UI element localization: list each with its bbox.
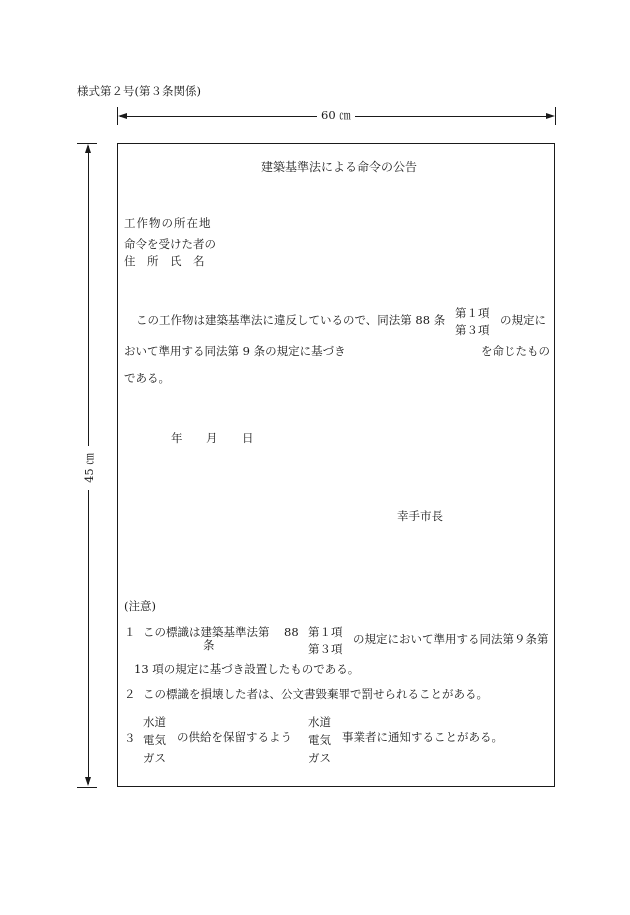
note1-text-end: の規定において準用する同法第９条第 [353, 632, 549, 646]
note1-article: 88 [284, 625, 299, 639]
body-item-3: 第３項 [455, 323, 490, 337]
form-label: 様式第２号(第３条関係) [77, 84, 201, 98]
note2-text: この標識を損壊した者は、公文書毀棄罪で罰せられることがある。 [143, 687, 488, 701]
width-arrow-right [546, 113, 555, 119]
height-label-box [80, 446, 98, 490]
note1-continuation: 13 項の規定に基づき設置したものである。 [134, 662, 360, 676]
date-day: 日 [242, 431, 254, 445]
height-arrow-down [85, 777, 91, 786]
width-tick-right [555, 107, 556, 125]
note3-utilities-a [143, 713, 166, 767]
note3-end-text: 事業者に通知することがある。 [342, 730, 503, 744]
note2-number: ２ [124, 687, 136, 701]
note1-item-stack [308, 624, 343, 658]
body-item-1: 第１項 [455, 306, 490, 320]
body-line2: おいて準用する同法第 9 条の規定に基づき [124, 344, 346, 358]
note3-number: ３ [124, 731, 136, 745]
utility-water-a: 水道 [143, 715, 166, 729]
utility-electric-a: 電気 [143, 733, 166, 747]
height-tick-bottom [77, 787, 97, 788]
note1-article-suffix: 条 [203, 638, 215, 652]
body-line1-end: の規定に [500, 313, 546, 327]
note1-item-3: 第３項 [308, 642, 343, 656]
utility-gas-a: ガス [143, 751, 166, 765]
body-line3: である。 [124, 371, 170, 385]
date-month: 月 [206, 431, 218, 445]
utility-water-b: 水道 [308, 715, 331, 729]
notice-title: 建築基準法による命令の公告 [261, 160, 418, 174]
height-arrow-up [85, 144, 91, 153]
utility-gas-b: ガス [308, 751, 331, 765]
note1-item-1: 第１項 [308, 625, 343, 639]
notes-heading: (注意) [124, 599, 156, 613]
date-year: 年 [171, 431, 183, 445]
body-line1: この工作物は建築基準法に違反しているので、同法第 88 条 [136, 313, 446, 327]
width-label: 60 ㎝ [317, 109, 355, 123]
note1-text: この標識は建築基準法第 [143, 625, 270, 639]
body-line2-end: を命じたもの [481, 344, 550, 358]
location-label: 工作物の所在地 [124, 216, 212, 230]
note3-mid-text: の供給を保留するよう [177, 730, 292, 744]
note3-utilities-b [308, 713, 331, 767]
width-arrow-left [118, 113, 127, 119]
body-item-stack [455, 305, 490, 339]
issuer: 幸手市長 [397, 509, 443, 523]
utility-electric-b: 電気 [308, 733, 331, 747]
recipient-label-line1: 命令を受けた者の [124, 237, 216, 251]
height-label: 45 ㎝ [82, 453, 96, 483]
note1-number: １ [124, 625, 136, 639]
recipient-label-line2: 住 所 氏 名 [124, 254, 205, 268]
